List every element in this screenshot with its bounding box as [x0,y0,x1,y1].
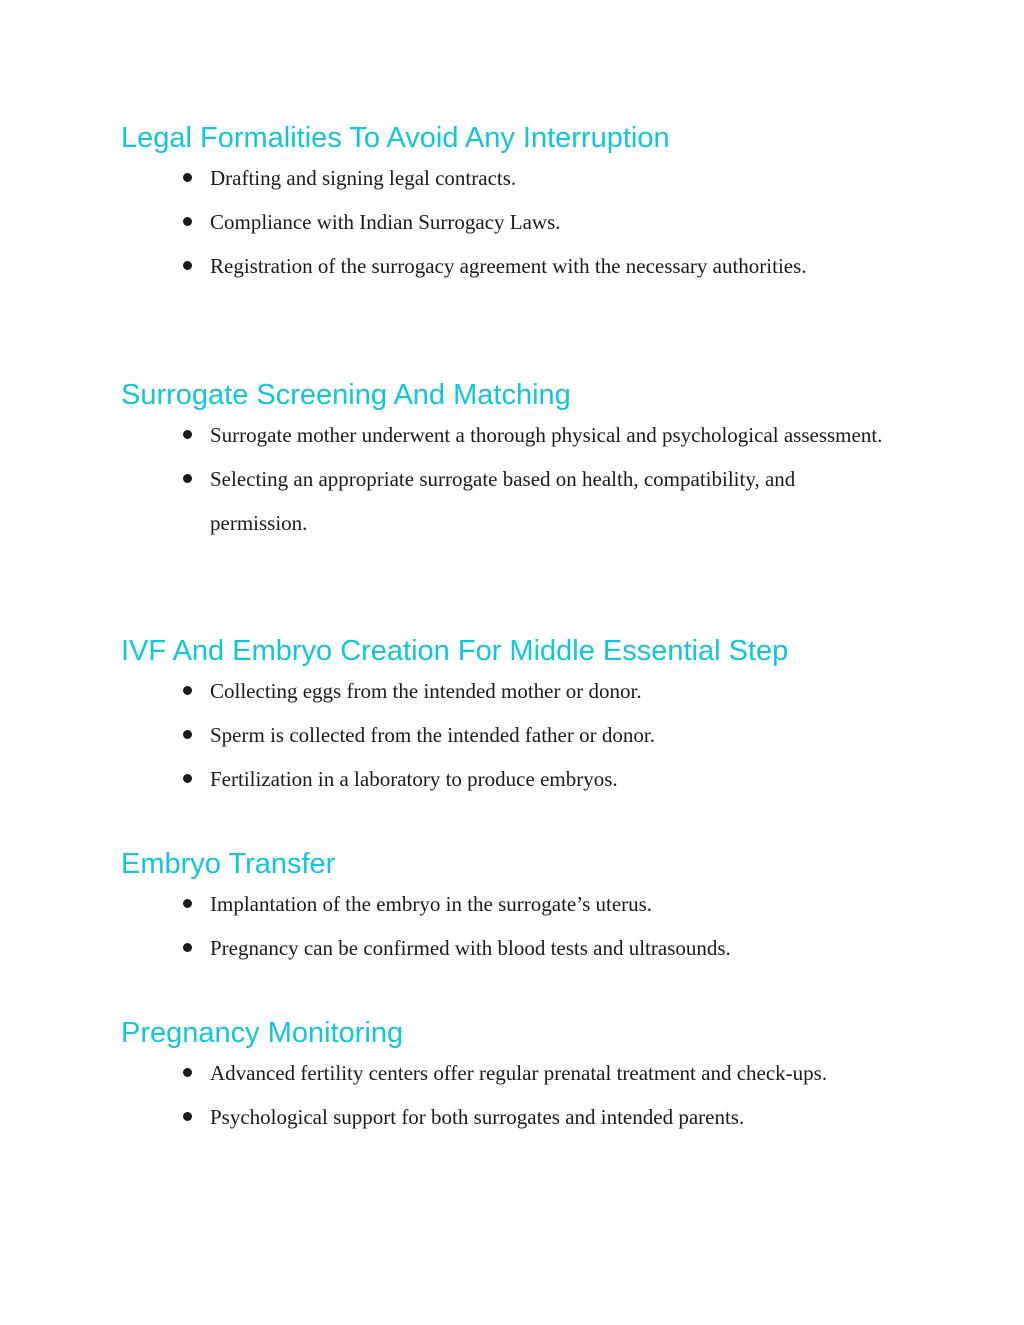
section-heading: Embryo Transfer [121,848,336,880]
list-item [121,757,900,801]
bullet-icon [183,686,192,695]
list-item [121,713,900,757]
list-item [121,244,811,288]
section-heading: IVF And Embryo Creation For Middle Essential Step [121,635,789,667]
bullet-icon [183,173,192,182]
bullet-icon [183,943,192,952]
list-item-text: Implantation of the embryo in the surrogate’s uterus. [210,892,653,916]
list-item-text: Sperm is collected from the intended father or donor. [210,723,655,747]
section-heading: Surrogate Screening And Matching [121,379,571,411]
section-surrogate-screening [121,377,901,545]
list-item-text: Fertilization in a laboratory to produce embryos. [210,767,618,791]
list-item [121,669,900,713]
bullet-icon [183,474,192,483]
list-item [121,457,876,545]
list-item-text: Registration of the surrogacy agreement with the necessary authorities. [210,254,807,278]
list-item [121,1095,930,1139]
bullet-icon [183,899,192,908]
bullet-icon [183,1068,192,1077]
list-item-text: Collecting eggs from the intended mother or donor. [210,679,642,703]
bullet-icon [183,774,192,783]
section-ivf-embryo-creation [121,633,901,801]
list-item-text: Compliance with Indian Surrogacy Laws. [210,210,561,234]
section-legal-formalities [121,120,901,288]
list-item-text: Psychological support for both surrogates and intended parents. [210,1105,745,1129]
list-item [121,200,811,244]
list-item [121,413,898,457]
list-item [121,926,930,970]
bullet-icon [183,730,192,739]
section-heading: Legal Formalities To Avoid Any Interruption [121,122,670,154]
list-item [121,882,930,926]
bullet-icon [183,1112,192,1121]
list-item-text: Selecting an appropriate surrogate based on health, compatibility, and permission. [210,467,796,535]
section-embryo-transfer [121,846,901,970]
section-heading: Pregnancy Monitoring [121,1017,404,1049]
list-item-text: Advanced fertility centers offer regular prenatal treatment and check-ups. [210,1061,828,1085]
list-item [121,156,811,200]
bullet-list [121,156,901,288]
bullet-list [121,669,901,801]
bullet-list [121,1051,901,1139]
list-item-text: Pregnancy can be confirmed with blood tests and ultrasounds. [210,936,731,960]
bullet-icon [183,217,192,226]
list-item [121,1051,844,1095]
bullet-list [121,882,901,970]
bullet-icon [183,261,192,270]
section-pregnancy-monitoring [121,1015,901,1139]
bullet-icon [183,430,192,439]
bullet-list [121,413,901,545]
list-item-text: Surrogate mother underwent a thorough physical and psychological assessment. [210,423,883,447]
list-item-text: Drafting and signing legal contracts. [210,166,517,190]
